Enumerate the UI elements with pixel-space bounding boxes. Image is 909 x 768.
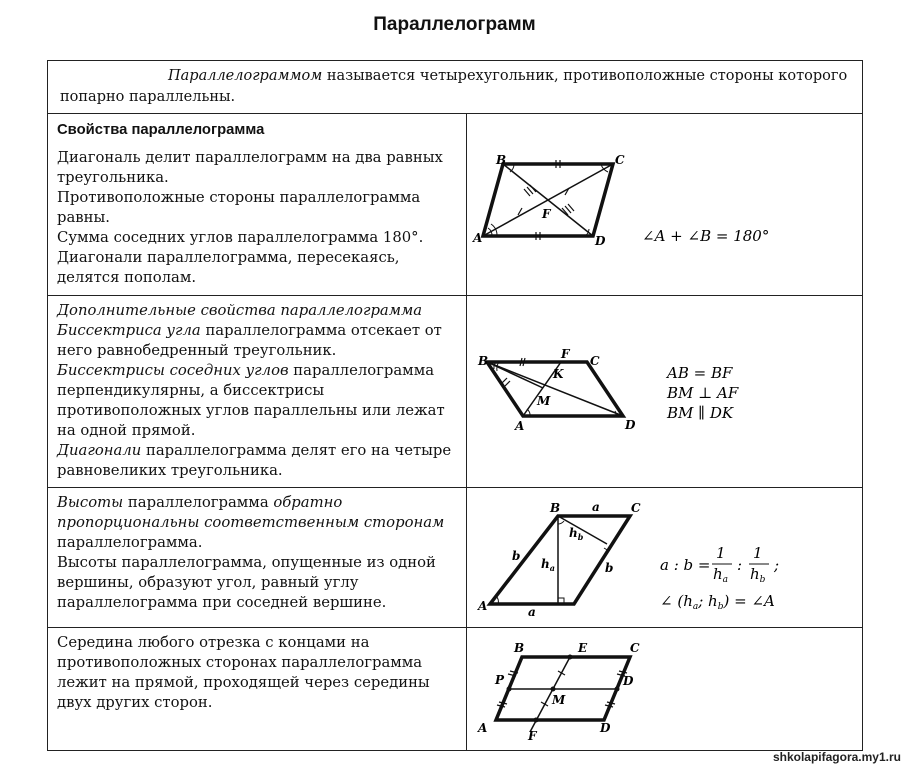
definition-text: называется четырехугольник, противоположные стороны которого попарно параллельны. bbox=[60, 68, 848, 105]
definition bbox=[60, 66, 850, 108]
vertex-d-label: D bbox=[595, 234, 606, 248]
vertex-c-label: C bbox=[631, 501, 641, 515]
formula-ab-bf: AB = BF bbox=[667, 364, 733, 382]
property-bisectors-adjacent: Биссектрисы соседних углов параллелограмма перпендикулярны, а биссектрисы противоположных углов параллельны или лежат на одной прямой. bbox=[57, 362, 445, 439]
property-diagonal: Диагональ делит параллелограмм на два равных треугольника. bbox=[57, 149, 443, 186]
height-ha-label: $h_a$ bbox=[541, 557, 555, 573]
property-heights-angle: Высоты параллелограмма, опущенные из одной вершины, образуют угол, равный углу параллелограмма при соседней вершине. bbox=[57, 554, 436, 611]
vertex-b-label: B bbox=[496, 153, 507, 167]
svg-text:1: 1 bbox=[716, 544, 726, 562]
vertex-b-label: B bbox=[514, 641, 525, 655]
side-b-label-right: b bbox=[605, 561, 614, 575]
property-midpoint: Середина любого отрезка с концами на противоположных сторонах параллелограмма лежит на прямой, проходящей через середины двух других сторон. bbox=[57, 634, 430, 711]
heights-cell bbox=[57, 493, 452, 613]
svg-text:ha: $h_a$ bbox=[713, 565, 729, 585]
vertex-a-label: A bbox=[515, 419, 525, 433]
property-diagonals-area: Диагонали параллелограмма делят его на четыре равновеликих треугольника. bbox=[57, 442, 452, 479]
diagonal-bd bbox=[503, 164, 593, 236]
point-d-mid-label: D bbox=[623, 674, 634, 688]
point-p-label: P bbox=[495, 673, 505, 687]
svg-text:hb: $h_b$ bbox=[750, 565, 766, 585]
divider bbox=[47, 113, 863, 114]
height-hb-label: $h_b$ bbox=[569, 526, 584, 542]
definition-term: Параллелограммом bbox=[168, 68, 323, 84]
vertex-d-label: D bbox=[625, 418, 636, 432]
vertex-b-label: B bbox=[550, 501, 561, 515]
side-a-label-top: a bbox=[592, 500, 600, 514]
parallelogram-outline bbox=[490, 516, 630, 604]
divider bbox=[47, 627, 863, 628]
vertex-a-label: A bbox=[478, 599, 488, 613]
point-f-label: F bbox=[561, 347, 570, 361]
vertex-c-label: C bbox=[615, 153, 625, 167]
property-angles: Сумма соседних углов параллелограмма 180°. bbox=[57, 229, 424, 246]
svg-text:a : b =: a : b = bbox=[660, 556, 711, 574]
point-m-label: M bbox=[552, 693, 566, 707]
vertex-a-label: A bbox=[473, 231, 483, 245]
property-sides: Противоположные стороны параллелограмма равны. bbox=[57, 189, 421, 226]
height-ratio-formula bbox=[660, 544, 779, 585]
height-angle-formula: ∠ ($h_a$; $h_b$) = ∠A bbox=[660, 592, 775, 612]
vertex-c-label: C bbox=[630, 641, 640, 655]
vertex-c-label: C bbox=[590, 354, 600, 368]
formula-bm-parallel-dk: BM ∥ DK bbox=[667, 404, 734, 422]
parallelogram-figure-3 bbox=[470, 500, 800, 620]
point-f-label: F bbox=[528, 729, 537, 743]
point-e-label: E bbox=[578, 641, 588, 655]
parallelogram-figure-2 bbox=[470, 345, 800, 440]
midpoint-cell bbox=[57, 633, 452, 713]
properties-cell bbox=[57, 120, 452, 288]
property-bisector: Биссектриса угла параллелограмма отсекает от него равнобедренный треугольник. bbox=[57, 322, 442, 359]
svg-text:;: ; bbox=[774, 556, 780, 574]
additional-heading: Дополнительные свойства параллелограмма bbox=[57, 302, 423, 319]
angle-sum-formula: ∠A + ∠B = 180° bbox=[642, 227, 770, 245]
parallelogram-figure-4 bbox=[470, 636, 670, 744]
additional-properties-cell bbox=[57, 301, 452, 481]
page-title: Параллелограмм bbox=[373, 14, 536, 35]
divider bbox=[47, 487, 863, 488]
point-m-label: M bbox=[537, 394, 551, 408]
point-k-label: K bbox=[553, 367, 564, 381]
properties-heading: Свойства параллелограмма bbox=[57, 122, 265, 138]
vertex-d-label: D bbox=[600, 721, 611, 735]
watermark: shkolapifagora.my1.ru bbox=[772, 750, 901, 764]
svg-text::: : bbox=[737, 556, 743, 574]
svg-text:1: 1 bbox=[753, 544, 763, 562]
vertex-b-label: B bbox=[478, 354, 489, 368]
tick-marks bbox=[518, 160, 574, 240]
parallelogram-figure-1 bbox=[470, 150, 800, 260]
point-f-label: F bbox=[542, 207, 551, 221]
property-heights-proportional: Высоты параллелограмма обратно пропорциональны соответственным сторонам параллелограмма. bbox=[57, 494, 445, 551]
property-diagonals-bisect: Диагонали параллелограмма, пересекаясь, делятся пополам. bbox=[57, 249, 400, 286]
side-b-label-left: b bbox=[512, 549, 521, 563]
divider bbox=[47, 295, 863, 296]
side-a-label-bottom: a bbox=[528, 605, 536, 619]
column-divider bbox=[466, 113, 467, 751]
vertex-a-label: A bbox=[478, 721, 488, 735]
formula-bm-perp-af: BM ⊥ AF bbox=[667, 384, 739, 402]
